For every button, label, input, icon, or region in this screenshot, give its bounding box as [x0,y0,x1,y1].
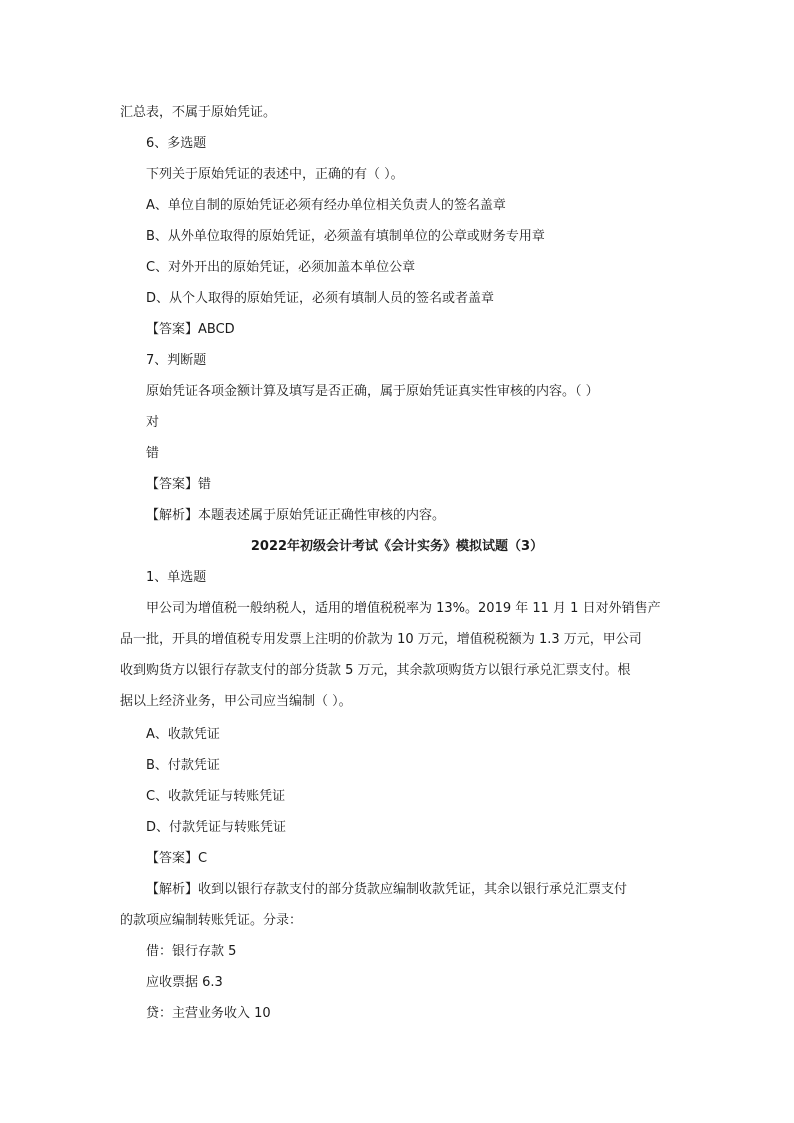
answer: 【答案】错 [146,477,212,492]
journal-entry-credit: 贷：主营业务收入 10 [146,1006,271,1021]
question-stem: 原始凭证各项金额计算及填写是否正确，属于原始凭证真实性审核的内容。（ ） [146,384,599,399]
question-stem-line: 品一批，开具的增值税专用发票上注明的价款为 10 万元，增值税税额为 1.3 万元，甲公司 [120,632,642,647]
option-d: D、从个人取得的原始凭证，必须有填制人员的签名或者盖章 [146,291,495,306]
journal-entry-debit-2: 应收票据 6.3 [146,975,223,990]
answer: 【答案】ABCD [146,322,235,337]
option-a: A、收款凭证 [146,727,220,742]
analysis-line: 【解析】收到以银行存款支付的部分货款应编制收款凭证，其余以银行承兑汇票支付 [146,882,628,897]
option-true: 对 [146,415,160,430]
option-d: D、付款凭证与转账凭证 [146,820,287,835]
question-type: 1、单选题 [146,570,207,585]
option-a: A、单位自制的原始凭证必须有经办单位相关负责人的签名盖章 [146,198,506,213]
question-stem-line: 收到购货方以银行存款支付的部分货款 5 万元，其余款项购货方以银行承兑汇票支付。根 [120,663,631,678]
continued-text: 汇总表，不属于原始凭证。 [120,105,277,120]
question-type: 7、判断题 [146,353,207,368]
analysis-line: 的款项应编制转账凭证。分录： [120,913,303,928]
option-b: B、从外单位取得的原始凭证，必须盖有填制单位的公章或财务专用章 [146,229,545,244]
option-c: C、对外开出的原始凭证，必须加盖本单位公章 [146,260,416,275]
journal-entry-debit: 借：银行存款 5 [146,944,237,959]
option-c: C、收款凭证与转账凭证 [146,789,286,804]
question-stem-line: 据以上经济业务，甲公司应当编制（ ）。 [120,694,352,709]
option-false: 错 [146,446,160,461]
analysis: 【解析】本题表述属于原始凭证正确性审核的内容。 [146,508,446,523]
question-type: 6、多选题 [146,136,207,151]
question-stem-line: 甲公司为增值税一般纳税人，适用的增值税税率为 13%。2019 年 11 月 1 日对外销售产 [146,601,661,616]
section-title: 2022年初级会计考试《会计实务》模拟试题（3） [250,539,544,554]
question-stem: 下列关于原始凭证的表述中，正确的有（ ）。 [146,167,404,182]
answer: 【答案】C [146,851,208,866]
option-b: B、付款凭证 [146,758,220,773]
